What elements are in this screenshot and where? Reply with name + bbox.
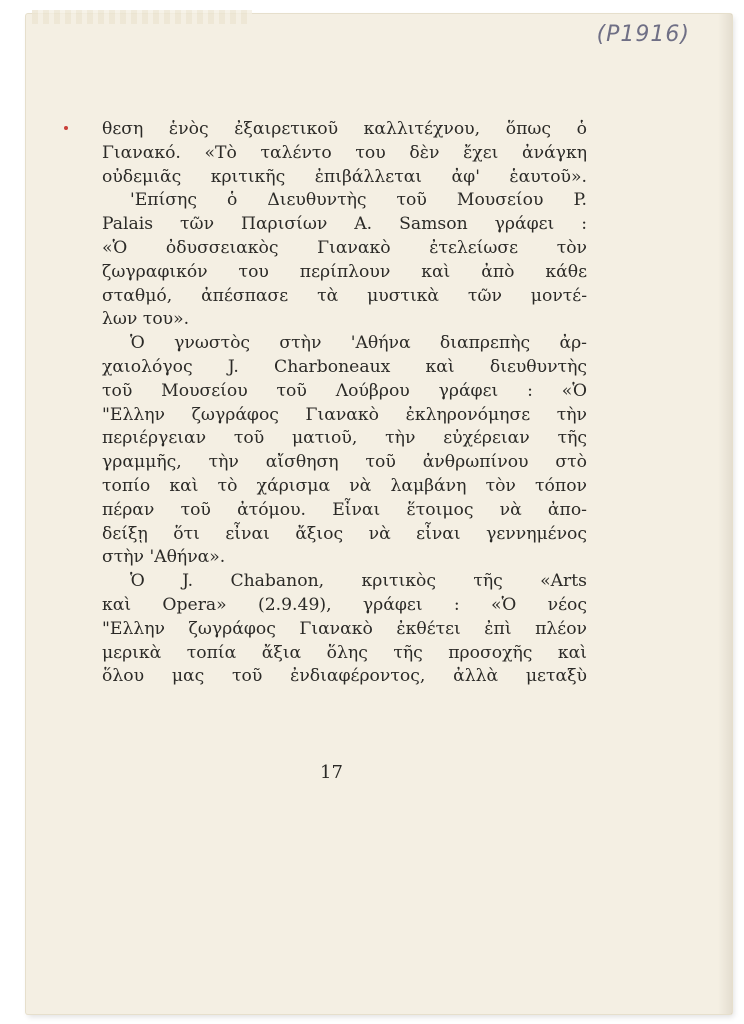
text-line: Ὁ γνωστὸς στὴν 'Αθήνα διαπρεπὴς ἀρ- — [130, 333, 587, 354]
text-line: λων του». — [102, 309, 190, 330]
text-line: καὶ Opera» (2.9.49), γράφει : «Ὁ νέος — [102, 594, 587, 615]
text-line: γραμμῆς, τὴν αἴσθηση τοῦ ἀνθρωπίνου στὸ — [102, 452, 587, 473]
page-shadow-edge — [718, 14, 732, 1014]
text-line: Palais τῶν Παρισίων A. Samson γράφει : — [102, 214, 587, 235]
text-line: σταθμό, ἀπέσπασε τὰ μυστικὰ τῶν μοντέ- — [102, 285, 587, 306]
text-line: περιέργειαν τοῦ ματιοῦ, τὴν εὐχέρειαν τῆς — [102, 428, 587, 449]
text-line: τοπίο καὶ τὸ χάρισμα νὰ λαμβάνη τὸν τόπον — [102, 475, 587, 496]
archive-mark: (P1916) — [596, 22, 690, 47]
text-line: οὐδεμιᾶς κριτικῆς ἐπιβάλλεται ἀφ' ἑαυτοῦ». — [102, 166, 587, 187]
body-text — [102, 118, 587, 689]
text-line: Γιανακό. «Τὸ ταλέντο του δὲν ἔχει ἀνάγκη — [102, 142, 587, 163]
text-line: μερικὰ τοπία ἄξια ὅλης τῆς προσοχῆς καὶ — [102, 642, 587, 663]
text-line: ὅλου μας τοῦ ἐνδιαφέροντος, ἀλλὰ μεταξὺ — [102, 666, 587, 687]
text-line: χαιολόγος J. Charboneaux καὶ διευθυντὴς — [102, 356, 587, 377]
text-line: στὴν 'Αθήνα». — [102, 547, 226, 568]
text-line: ζωγραφικόν του περίπλουν καὶ ἀπὸ κάθε — [102, 261, 587, 282]
text-line: «Ὁ ὀδυσσειακὸς Γιανακὸ ἐτελείωσε τὸν — [102, 237, 587, 258]
text-line: 'Επίσης ὁ Διευθυντὴς τοῦ Μουσείου P. — [130, 190, 587, 211]
torn-edge — [32, 10, 252, 24]
text-line: θεση ἑνὸς ἐξαιρετικοῦ καλλιτέχνου, ὅπως ὁ — [102, 119, 587, 139]
text-line: Ὁ J. Chabanon, κριτικὸς τῆς «Arts — [130, 571, 587, 592]
text-line: "Ελλην ζωγράφος Γιανακὸ ἐκθέτει ἐπὶ πλέον — [102, 618, 587, 639]
ink-spot — [64, 126, 68, 130]
text-line: "Ελλην ζωγράφος Γιανακὸ ἐκληρονόμησε τὴν — [102, 404, 587, 425]
page-number: 17 — [320, 762, 343, 783]
text-line: τοῦ Μουσείου τοῦ Λούβρου γράφει : «Ὁ — [102, 380, 587, 401]
text-line: δείξῃ ὅτι εἶναι ἄξιος νὰ εἶναι γεννημένος — [102, 523, 587, 544]
text-line: πέραν τοῦ ἀτόμου. Εἶναι ἕτοιμος νὰ ἀπο- — [102, 499, 587, 520]
